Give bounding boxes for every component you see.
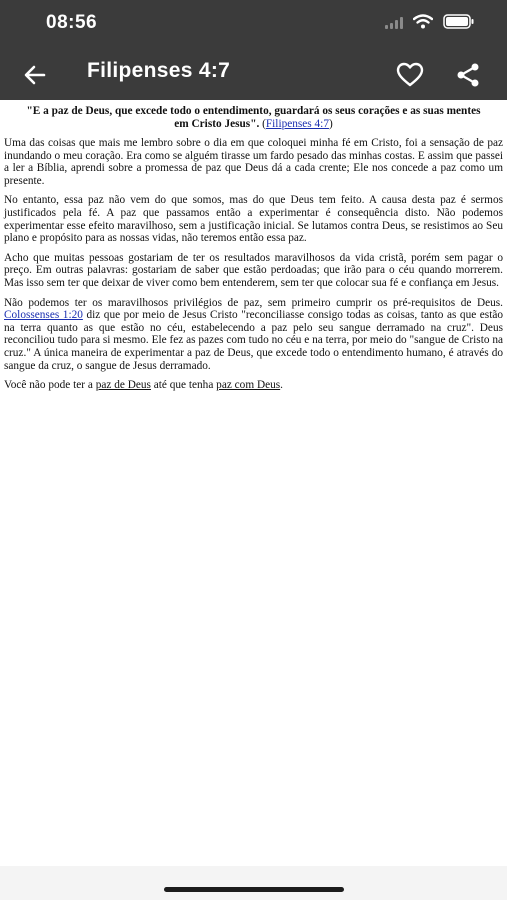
app-header: [0, 0, 507, 100]
bottom-safe-area: [0, 866, 507, 900]
verse-reference: (Filipenses 4:7): [262, 118, 333, 130]
paragraph-1: Uma das coisas que mais me lembro sobre o dia em que coloquei minha fé em Cristo, foi a sensação de paz inundando o meu coração. Era como se alguém tirasse um fardo pesado das minhas costas. E assim que passei a ler a Bíblia, aprendi sobre a promessa de paz que Deus dá a cada crente; Ele nos concede a paz como um presente.: [4, 137, 503, 187]
back-arrow-icon[interactable]: [22, 62, 48, 88]
paragraph-4: Não podemos ter os maravilhosos privilégios de paz, sem primeiro cumprir os pré-requisitos de Deus. Colossenses 1:20 diz que por meio de Jesus Cristo "reconciliasse consigo todas as coisas, tanto as que estão na terra quanto as que estão no céu, estabelecendo a paz pelo seu sangue derramado na cruz". Deus reconciliou tudo para si mesmo. Ele fez as pazes com tudo no céu e na terra, por meio do "sangue de Cristo na cruz." A única maneira de experimentar a paz de Deus, que excede todo o entendimento humano, é através do sangue da cruz, o sangue de Jesus derramado.: [4, 296, 503, 372]
battery-icon: [443, 14, 475, 29]
paz-de-deus-link[interactable]: paz de Deus: [95, 379, 151, 392]
verse-reference-link[interactable]: Filipenses 4:7: [265, 118, 329, 130]
verse-text: "E a paz de Deus, que excede todo o entendimento, guardará os seus corações e as suas mentes em Cristo Jesus".: [26, 105, 481, 130]
paragraph-3: Acho que muitas pessoas gostariam de ter os resultados maravilhosos da vida cristã, porém sem pagar o preço. Em outras palavras: gostariam de saber que estão perdoadas; que irão para o céu quando morrerem. Mas isso sem ter que deixar de viver como bem entenderem, sem ter que colocar sua fé e confiança em Jesus.: [4, 251, 503, 289]
status-time: 08:56: [46, 12, 98, 33]
colossenses-link[interactable]: Colossenses 1:20: [4, 309, 83, 322]
cellular-signal-icon: [385, 15, 403, 29]
share-icon[interactable]: [455, 62, 481, 88]
paragraph-2: No entanto, essa paz não vem do que somos, mas do que Deus tem feito. A causa desta paz é sermos justificados pela fé. A paz que passamos então a experimentar é consequência disto. Não podemos experimentar esse efeito maravilhoso, sem a justificação inicial. Se lutamos contra Deus, se resistimos ao Seu plano e propósito para as nossas vidas, não teremos então essa paz.: [4, 194, 503, 245]
wifi-icon: [413, 14, 433, 29]
home-indicator[interactable]: [164, 887, 344, 892]
page-title: Filipenses 4:7: [87, 59, 231, 82]
heart-outline-icon[interactable]: [396, 62, 424, 88]
status-icons: [385, 14, 475, 29]
app-bar: [0, 50, 507, 100]
article-content: [4, 102, 503, 399]
verse-quote: [18, 105, 489, 131]
paz-com-deus-link[interactable]: paz com Deus: [216, 379, 281, 392]
paragraph-5: Você não pode ter a paz de Deus até que tenha paz com Deus.: [4, 379, 283, 392]
